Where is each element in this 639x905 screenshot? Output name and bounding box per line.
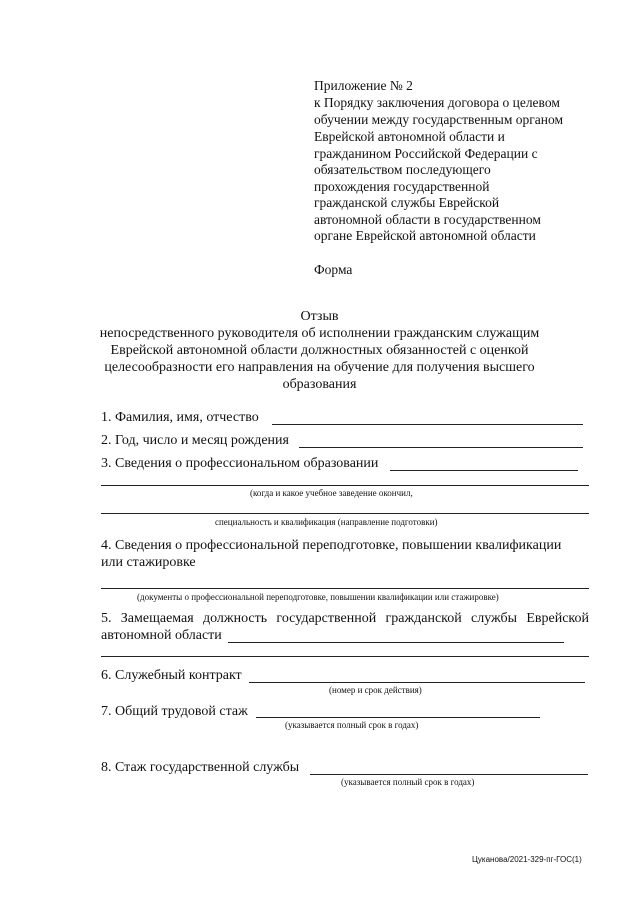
field-birth-date-label: 2. Год, число и месяц рождения	[101, 433, 289, 448]
field-retraining-label: 4. Сведения о профессиональной переподготовке, повышении квалификации	[101, 538, 562, 553]
footer-document-code: Цуканова/2021-329-пг-ГОС(1)	[472, 855, 582, 864]
field-full-name-label: 1. Фамилия, имя, отчество	[101, 410, 259, 425]
field-education-caption: (когда и какое учебное заведение окончил,	[250, 488, 413, 498]
field-education-caption-2: специальность и квалификация (направление подготовки)	[215, 517, 438, 527]
header-line: к Порядку заключения договора о целевом	[314, 95, 560, 110]
title-line: целесообразности его направления на обучение для получения высшего	[104, 360, 535, 375]
header-line: органе Еврейской автономной области	[314, 228, 536, 243]
header-line: обязательством последующего	[314, 162, 491, 177]
field-contract-line[interactable]	[249, 682, 585, 683]
field-contract-caption: (номер и срок действия)	[329, 685, 422, 695]
field-position-label-2: автономной области	[101, 628, 222, 643]
header-line: обучении между государственным органом	[314, 112, 564, 127]
field-full-name-line[interactable]	[272, 424, 583, 425]
field-education-line[interactable]	[390, 470, 578, 471]
field-position-label: 5. Замещаемая должность государственной гражданской службы Еврейской	[101, 611, 589, 626]
field-contract-label: 6. Служебный контракт	[101, 668, 242, 683]
header-line: Еврейской автономной области и	[314, 129, 505, 144]
field-retraining-label-2: или стажировке	[101, 555, 196, 570]
field-education-label: 3. Сведения о профессиональном образовании	[101, 456, 379, 471]
title-line: образования	[282, 377, 357, 392]
form-label: Форма	[314, 262, 353, 277]
header-line: прохождения государственной	[314, 179, 490, 194]
appendix-number: Приложение № 2	[314, 78, 413, 93]
field-position-line-2[interactable]	[101, 656, 589, 657]
field-total-experience-line[interactable]	[256, 717, 540, 718]
document-title: Отзыв	[300, 309, 339, 324]
header-line: гражданином Российской Федерации с	[314, 146, 538, 161]
header-line: гражданской службы Еврейской	[314, 195, 500, 210]
field-birth-date-line[interactable]	[299, 447, 583, 448]
header-line: автономной области в государственном	[314, 212, 541, 227]
field-civil-service-line[interactable]	[310, 774, 588, 775]
title-line: непосредственного руководителя об исполнении гражданским служащим	[99, 326, 540, 341]
field-total-experience-label: 7. Общий трудовой стаж	[101, 704, 248, 719]
field-retraining-caption: (документы о профессиональной переподготовке, повышении квалификации или стажировке)	[137, 592, 499, 602]
field-education-line-2[interactable]	[101, 485, 589, 486]
field-civil-service-caption: (указывается полный срок в годах)	[341, 777, 475, 787]
field-retraining-line[interactable]	[101, 588, 589, 589]
field-total-experience-caption: (указывается полный срок в годах)	[285, 720, 419, 730]
field-education-line-3[interactable]	[101, 513, 589, 514]
title-line: Еврейской автономной области должностных обязанностей с оценкой	[110, 343, 529, 358]
field-civil-service-label: 8. Стаж государственной службы	[101, 760, 300, 775]
field-position-line[interactable]	[228, 642, 564, 643]
